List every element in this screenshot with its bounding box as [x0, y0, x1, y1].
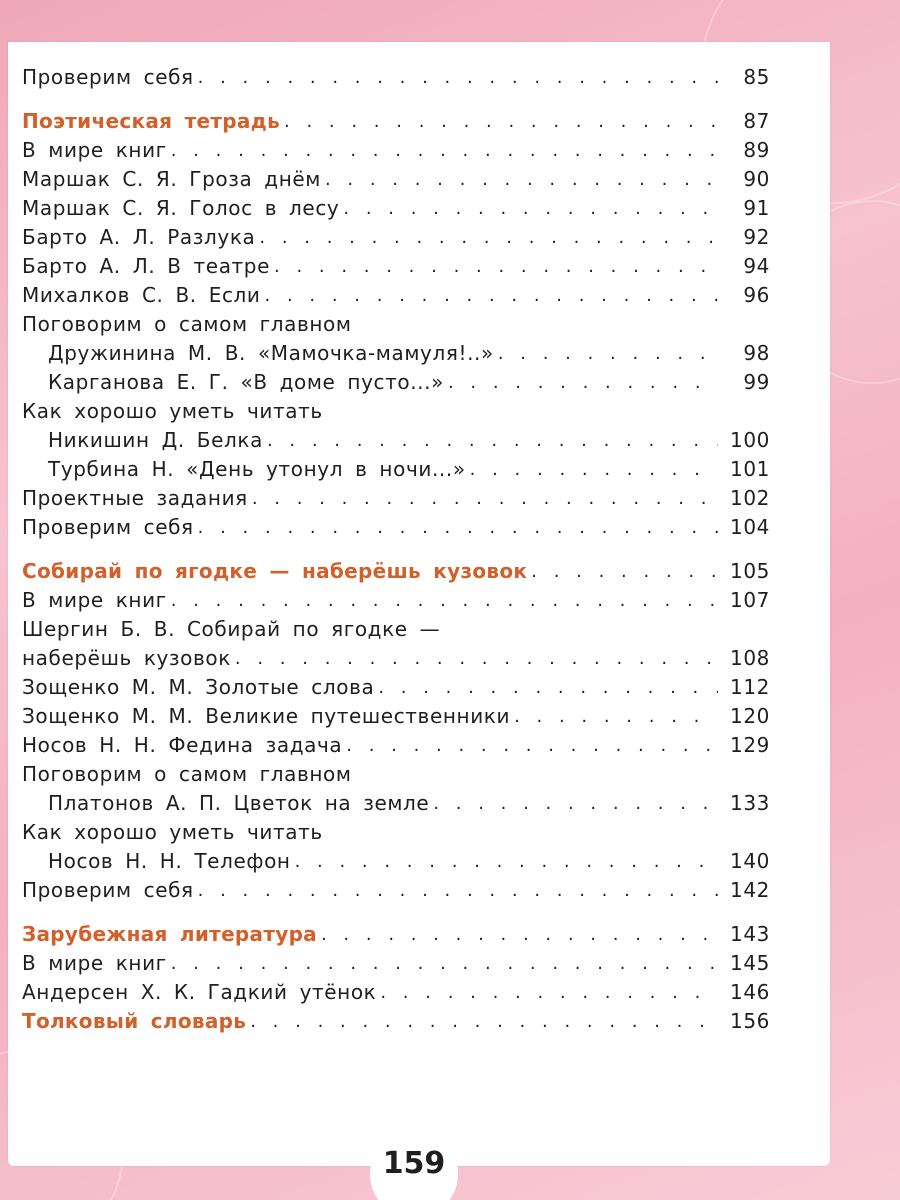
toc-entry-title: Поговорим о самом главном — [22, 762, 352, 786]
toc-entry-title: В мире книг — [22, 588, 167, 612]
toc-entry-page: 133 — [730, 791, 770, 815]
dot-leader — [531, 561, 718, 583]
toc-entry — [22, 249, 770, 278]
dot-leader — [250, 1011, 718, 1033]
toc-entry — [22, 583, 770, 612]
toc-entry — [22, 612, 770, 641]
toc-entry-page: 94 — [743, 254, 770, 278]
toc-entry — [22, 133, 770, 162]
dot-leader — [433, 793, 718, 815]
toc-entry — [22, 757, 770, 786]
toc-entry-title: Дружинина М. В. «Мамочка-мамуля!..» — [48, 341, 494, 365]
toc-entry — [22, 307, 770, 336]
toc-entry-title: Проверим себя — [22, 515, 194, 539]
toc-entry-title: Проверим себя — [22, 878, 194, 902]
dot-leader — [325, 169, 718, 191]
dot-leader — [346, 735, 718, 757]
toc-entry-title: Проектные задания — [22, 486, 248, 510]
dot-leader — [284, 111, 718, 133]
toc-entry — [22, 60, 770, 89]
dot-leader — [265, 285, 718, 307]
toc-entry-page: 140 — [730, 849, 770, 873]
dot-leader — [198, 880, 718, 902]
toc-entry-title: В мире книг — [22, 951, 167, 975]
toc-entry-page: 104 — [730, 515, 770, 539]
toc-entry — [22, 641, 770, 670]
toc-entry — [22, 220, 770, 249]
dot-leader — [235, 648, 718, 670]
page-number: 159 — [370, 1130, 458, 1200]
toc-entry-page: 92 — [743, 225, 770, 249]
toc-entry-page: 107 — [730, 588, 770, 612]
toc-entry-page: 156 — [730, 1009, 770, 1033]
toc-entry-title: наберёшь кузовок — [22, 646, 231, 670]
dot-leader — [378, 677, 718, 699]
toc-section-heading — [22, 917, 770, 946]
dot-leader — [274, 256, 718, 278]
toc-entry-title: В мире книг — [22, 138, 167, 162]
toc-entry-page: 98 — [743, 341, 770, 365]
toc-entry — [22, 394, 770, 423]
toc-entry-page: 90 — [743, 167, 770, 191]
toc-entry-title: Никишин Д. Белка — [48, 428, 263, 452]
toc-entry-title: Как хорошо уметь читать — [22, 820, 323, 844]
toc-entry-title: Зощенко М. М. Великие путешественники — [22, 704, 511, 728]
toc-entry-page: 87 — [743, 109, 770, 133]
toc-entry-page: 85 — [743, 65, 770, 89]
dot-leader — [259, 227, 718, 249]
toc-entry-title: Поэтическая тетрадь — [22, 109, 281, 133]
dot-leader — [498, 343, 718, 365]
toc-entry-page: 142 — [730, 878, 770, 902]
toc-entry-title: Проверим себя — [22, 65, 194, 89]
toc-entry — [22, 844, 770, 873]
toc-entry-page: 96 — [743, 283, 770, 307]
toc-entry-page: 91 — [743, 196, 770, 220]
toc-entry-page: 146 — [730, 980, 770, 1004]
toc-entry — [22, 815, 770, 844]
toc-entry-page: 101 — [730, 457, 770, 481]
toc-entry-title: Носов Н. Н. Телефон — [48, 849, 291, 873]
toc-entry-page: 120 — [730, 704, 770, 728]
toc-entry — [22, 452, 770, 481]
toc-entry-page: 145 — [730, 951, 770, 975]
toc-entry — [22, 670, 770, 699]
toc-entry — [22, 481, 770, 510]
toc-entry — [22, 786, 770, 815]
toc-entry — [22, 191, 770, 220]
toc-entry-title: Толковый словарь — [22, 1009, 247, 1033]
toc-entry — [22, 162, 770, 191]
toc-entry-title: Андерсен Х. К. Гадкий утёнок — [22, 980, 377, 1004]
dot-leader — [267, 430, 718, 452]
table-of-contents — [22, 60, 770, 1033]
toc-entry — [22, 423, 770, 452]
toc-entry — [22, 510, 770, 539]
dot-leader — [514, 706, 718, 728]
toc-entry — [22, 365, 770, 394]
toc-entry-title: Турбина Н. «День утонул в ночи...» — [48, 457, 466, 481]
toc-section-heading — [22, 104, 770, 133]
toc-entry-title: Маршак С. Я. Гроза днём — [22, 167, 321, 191]
toc-entry-title: Зарубежная литература — [22, 922, 317, 946]
dot-leader — [171, 140, 718, 162]
toc-entry-page: 102 — [730, 486, 770, 510]
toc-entry — [22, 873, 770, 902]
dot-leader — [343, 198, 718, 220]
toc-entry — [22, 336, 770, 365]
toc-entry-title: Носов Н. Н. Федина задача — [22, 733, 343, 757]
toc-entry-page: 99 — [743, 370, 770, 394]
dot-leader — [321, 924, 718, 946]
toc-entry-title: Шергин Б. В. Собирай по ягодке — — [22, 617, 441, 641]
dot-leader — [380, 982, 718, 1004]
dot-leader — [295, 851, 718, 873]
toc-entry-page: 89 — [743, 138, 770, 162]
toc-entry — [22, 699, 770, 728]
toc-section-heading — [22, 554, 770, 583]
toc-entry-page: 112 — [730, 675, 770, 699]
toc-entry-page: 108 — [730, 646, 770, 670]
toc-entry-title: Как хорошо уметь читать — [22, 399, 323, 423]
toc-entry — [22, 975, 770, 1004]
toc-entry-title: Собирай по ягодке — наберёшь кузовок — [22, 559, 528, 583]
toc-entry-page: 100 — [730, 428, 770, 452]
toc-entry-title: Михалков С. В. Если — [22, 283, 261, 307]
dot-leader — [252, 488, 718, 510]
toc-entry-page: 105 — [730, 559, 770, 583]
toc-entry-title: Маршак С. Я. Голос в лесу — [22, 196, 340, 220]
dot-leader — [198, 517, 718, 539]
toc-entry-title: Платонов А. П. Цветок на земле — [48, 791, 430, 815]
dot-leader — [171, 590, 718, 612]
toc-entry-title: Барто А. Л. Разлука — [22, 225, 256, 249]
dot-leader — [470, 459, 718, 481]
dot-leader — [171, 953, 718, 975]
toc-entry-title: Карганова Е. Г. «В доме пусто...» — [48, 370, 444, 394]
toc-section-heading — [22, 1004, 770, 1033]
toc-entry-title: Зощенко М. М. Золотые слова — [22, 675, 375, 699]
toc-entry — [22, 728, 770, 757]
toc-entry-title: Поговорим о самом главном — [22, 312, 352, 336]
toc-entry-page: 129 — [730, 733, 770, 757]
dot-leader — [198, 67, 718, 89]
toc-entry-title: Барто А. Л. В театре — [22, 254, 271, 278]
toc-entry — [22, 278, 770, 307]
toc-entry — [22, 946, 770, 975]
toc-entry-page: 143 — [730, 922, 770, 946]
dot-leader — [448, 372, 718, 394]
